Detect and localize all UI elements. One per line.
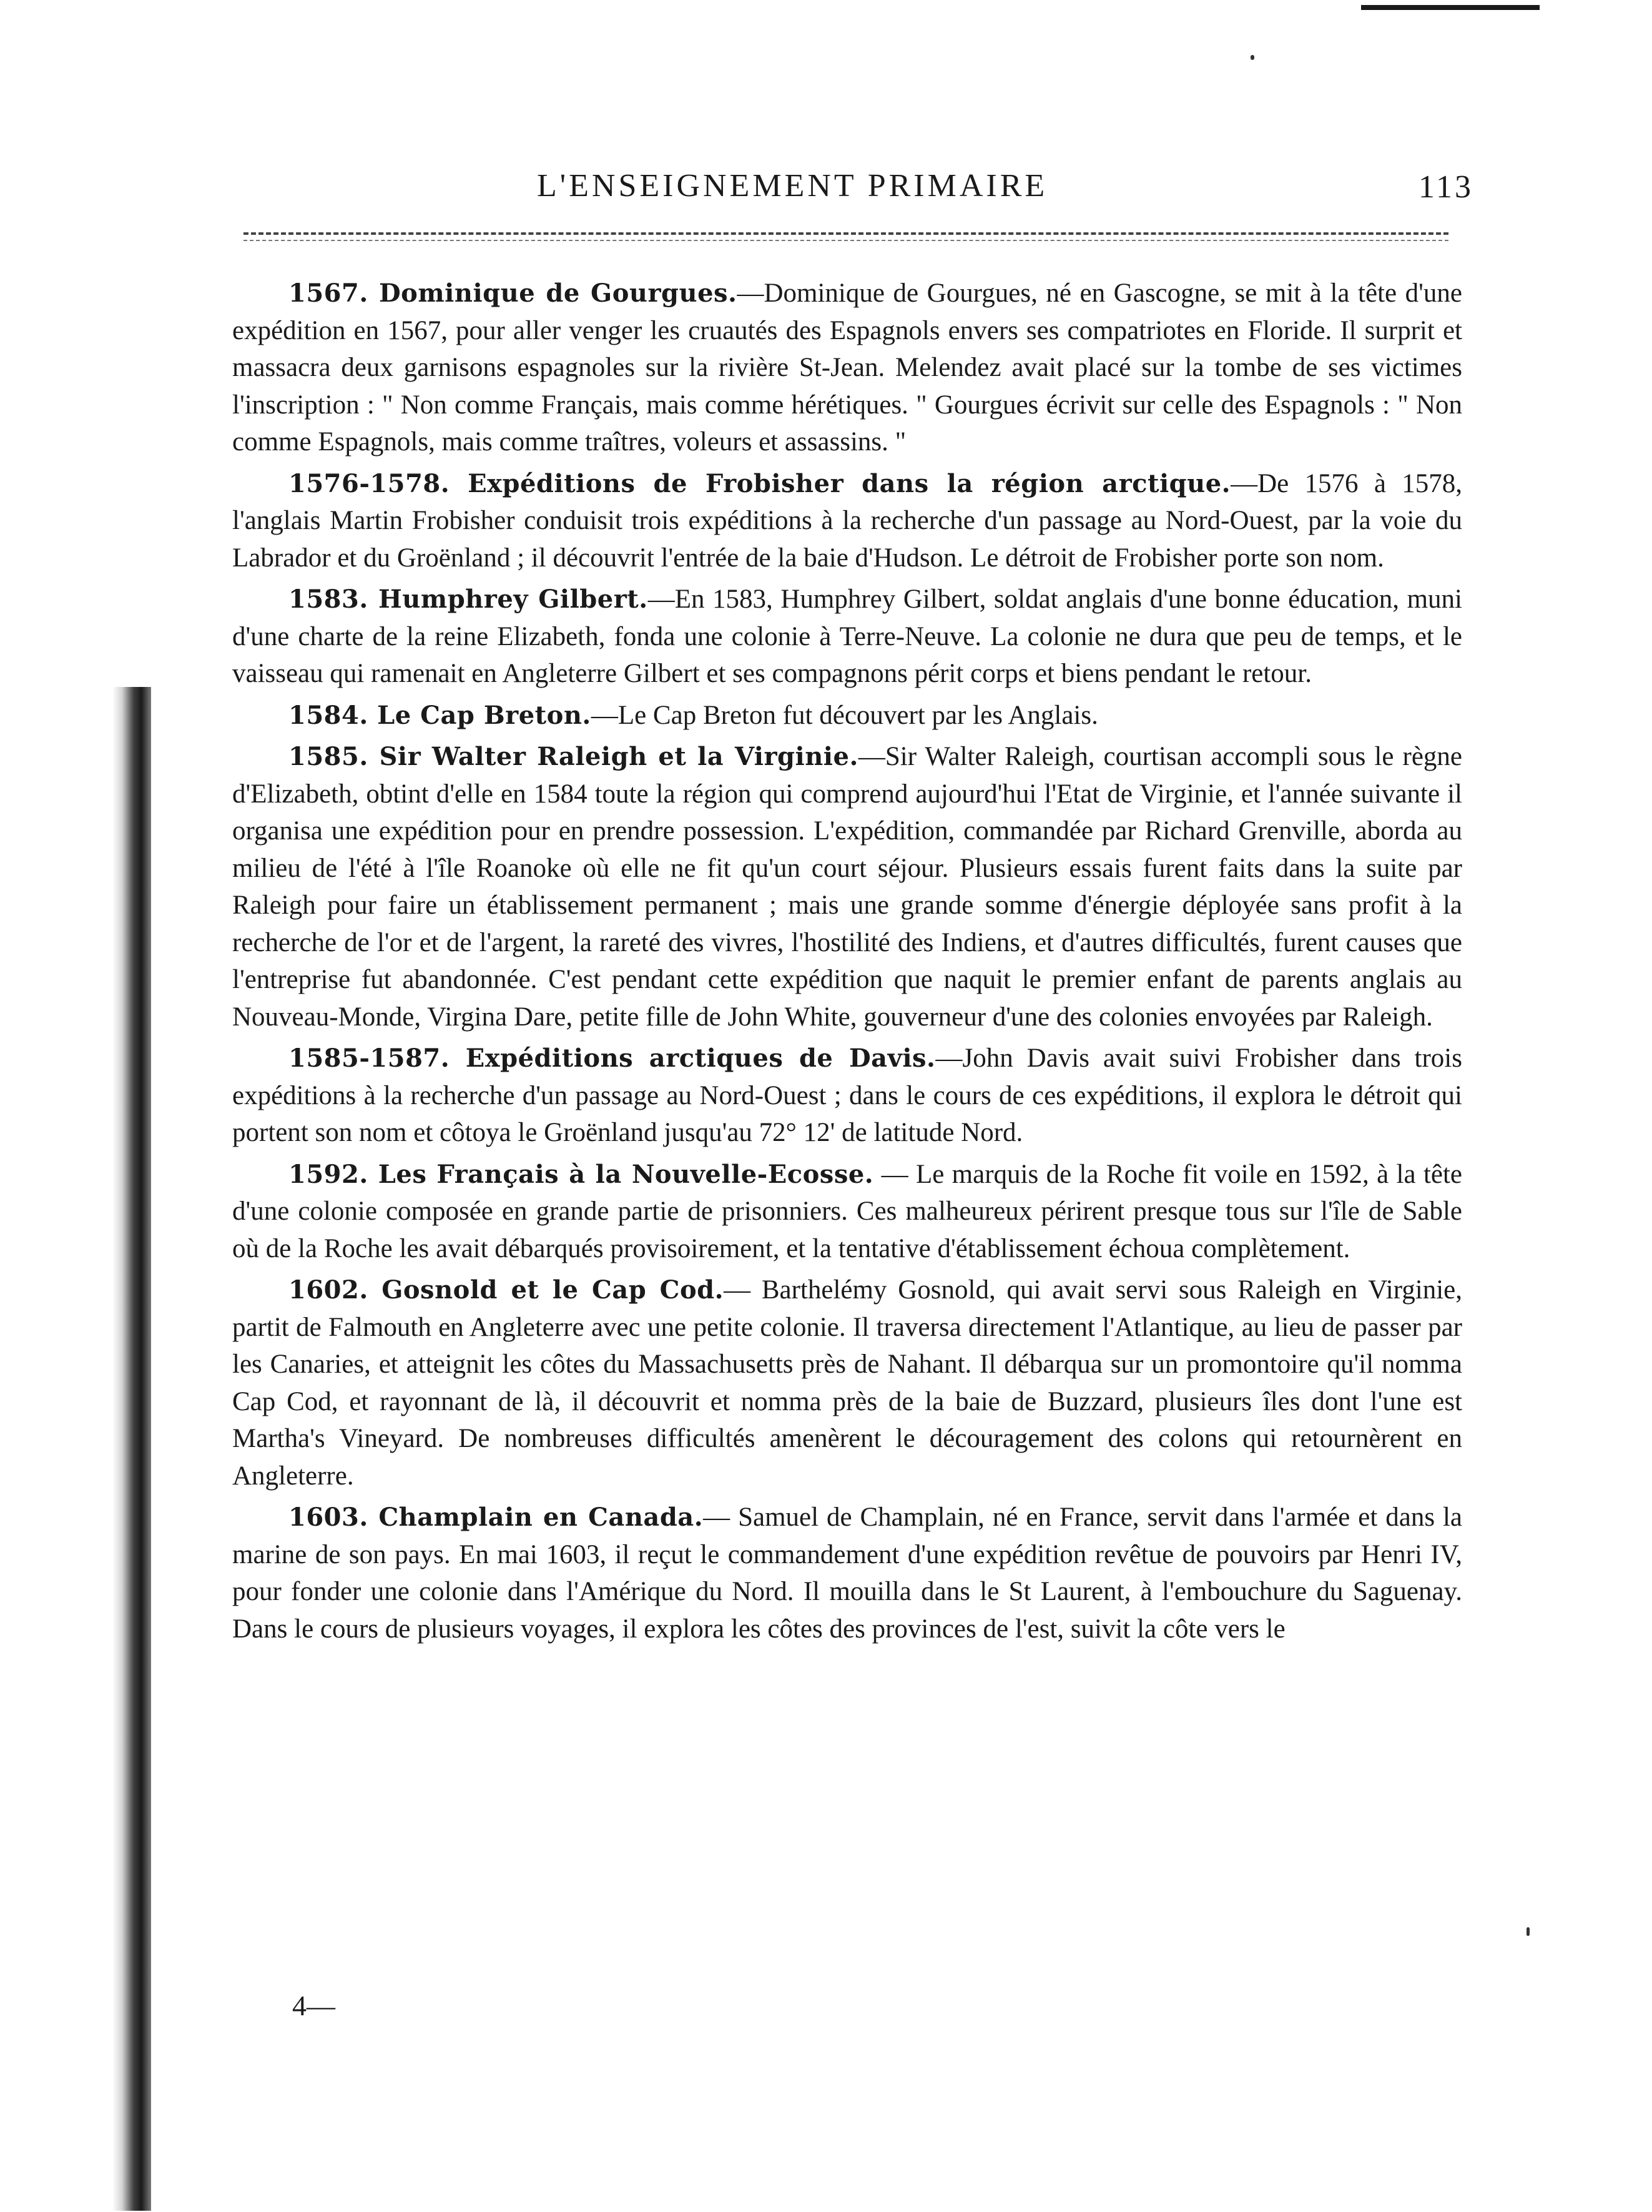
entry-heading: 1584. Le Cap Breton. [288, 700, 591, 730]
chronology-entry [232, 1499, 1462, 1647]
chronology-entry [232, 275, 1462, 461]
chronology-entry [232, 1271, 1462, 1494]
entry-text: — Le marquis de la Roche fit voile en 1592, à la tête d'une colonie composée en grande partie de prisonniers. Ces malheureux périrent presque tous sur l'île de Sable où de la Roche les avait débarqués provisoirement, et la tentative d'établissement échoua complètement. [232, 1159, 1463, 1263]
entry-heading: 1583. Humphrey Gilbert. [288, 585, 648, 614]
scan-speck [1251, 55, 1254, 60]
chronology-entry [232, 1156, 1462, 1268]
top-edge-rule [1361, 5, 1540, 10]
entry-text: — Barthelémy Gosnold, qui avait servi sous Raleigh en Virginie, partit de Falmouth en Angleterre avec une petite colonie. Il traversa directement l'Atlantique, au lieu de passer par les Canaries, et atteignit les côtes du Massachusetts près de Nahant. Il débarqua sur un promontoire qu'il nomma Cap Cod, et rayonnant de là, il découvrit et nomma près de la baie de Buzzard, plusieurs îles dont l'une est Martha's Vineyard. De nombreuses difficultés amenèrent le découragement des colons qui retournèrent en Angleterre. [232, 1275, 1462, 1491]
entry-heading: 1592. Les Français à la Nouvelle-Ecosse. [288, 1159, 874, 1189]
signature-mark: 4— [292, 1990, 335, 2022]
page-body [232, 275, 1462, 1652]
scan-speck [1527, 1927, 1530, 1936]
entry-text: —John Davis avait suivi Frobisher dans trois expéditions à la recherche d'un passage au Nord-Ouest ; dans le cours de ces expéditions, il explora le détroit qui portent son nom et côtoya le Groënland jusqu'au 72° 12' de latitude Nord. [232, 1044, 1462, 1147]
entry-heading: 1576-1578. Expéditions de Frobisher dans la région arctique. [288, 468, 1231, 498]
page-number: 113 [1418, 169, 1473, 205]
entry-heading: 1567. Dominique de Gourgues. [288, 279, 737, 308]
entry-text: — Samuel de Champlain, né en France, servit dans l'armée et dans la marine de son pays. En mai 1603, il reçut le commandement d'une expédition revêtue de pouvoirs par Henri IV, pour fonder une colonie dans l'Amérique du Nord. Il mouilla dans le St Laurent, à l'embouchure du Saguenay. Dans le cours de plusieurs voyages, il explora les côtes des provinces de l'est, suivit la côte vers le [232, 1503, 1463, 1644]
entry-text: —En 1583, Humphrey Gilbert, soldat anglais d'une bonne éducation, muni d'une charte de la reine Elizabeth, fonda une colonie à Terre-Neuve. La colonie ne dura que peu de temps, et le vaisseau qui ramenait en Angleterre Gilbert et ses compagnons périt corps et biens pendant le retour. [232, 585, 1462, 688]
entry-heading: 1603. Champlain en Canada. [288, 1503, 704, 1532]
scanned-binding-edge [112, 687, 151, 2211]
entry-heading: 1602. Gosnold et le Cap Cod. [288, 1275, 724, 1305]
page-header [537, 161, 1473, 211]
entry-text: —Le Cap Breton fut découvert par les Anglais. [591, 700, 1098, 730]
chronology-entry [232, 1040, 1462, 1152]
chronology-entry [232, 697, 1462, 734]
entry-heading: 1585. Sir Walter Raleigh et la Virginie. [288, 742, 858, 771]
entry-text: —De 1576 à 1578, l'anglais Martin Frobisher conduisit trois expéditions à la recherche d'un passage au Nord-Ouest, par la voie du Labrador et du Groënland ; il découvrit l'entrée de la baie d'Hudson. Le détroit de Frobisher porte son nom. [232, 468, 1462, 573]
chronology-entry [232, 465, 1462, 577]
entry-text: —Dominique de Gourgues, né en Gascogne, se mit à la tête d'une expédition en 1567, pour aller venger les cruautés des Espagnols envers ses compatriotes en Floride. Il surprit et massacra deux garnisons espagnoles sur la rivière St-Jean. Melendez avait placé sur la tombe de ses victimes l'inscription : " Non comme Français, mais comme hérétiques. " Gourgues écrivit sur celle des Espagnols : " Non comme Espagnols, mais comme traîtres, voleurs et assassins. " [232, 279, 1462, 457]
entry-heading: 1585-1587. Expéditions arctiques de Davis. [288, 1044, 936, 1073]
header-rule [243, 240, 1448, 241]
chronology-entry [232, 738, 1462, 1035]
running-title: L'ENSEIGNEMENT PRIMAIRE [537, 168, 1048, 204]
entry-text: —Sir Walter Raleigh, courtisan accompli sous le règne d'Elizabeth, obtint d'elle en 1584 toute la région qui comprend aujourd'hui l'Etat de Virginie, et l'année suivante il organisa une expédition pour en prendre possession. L'expédition, commandée par Richard Grenville, aborda au milieu de l'été à l'île Roanoke où elle ne fit qu'un court séjour. Plusieurs essais furent faits dans la suite par Raleigh pour faire un établissement permanent ; mais une grande somme d'énergie déployée sans profit à la recherche de l'or et de l'argent, la rareté des vivres, l'hostilité des Indiens, et d'autres difficultés, furent causes que l'entreprise fut abandonnée. C'est pendant cette expédition que naquit le premier enfant de parents anglais au Nouveau-Monde, Virgina Dare, petite fille de John White, gouverneur d'une des colonies envoyées par Raleigh. [232, 742, 1462, 1032]
header-rule [243, 232, 1448, 235]
chronology-entry [232, 581, 1462, 693]
